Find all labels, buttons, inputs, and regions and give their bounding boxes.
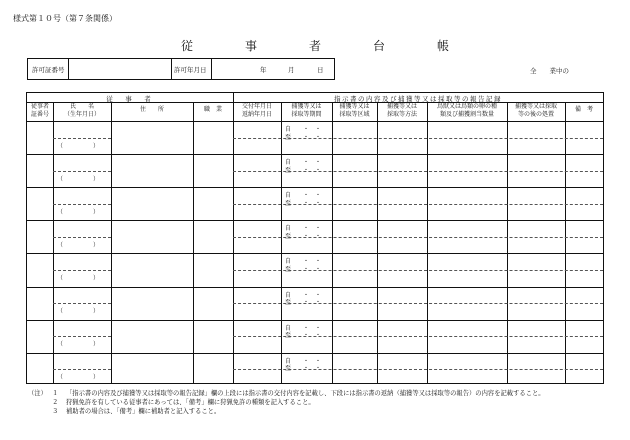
row-line [27,320,603,321]
period-date-field: 至 ・ ・ [285,133,322,141]
note-number: ２ [52,399,59,406]
period-date-field: 至 ・ ・ [285,299,322,307]
page-title: 従 事 者 台 帳 [180,39,469,53]
row-mid-dash [53,303,111,304]
birth-date-field: （ ） [57,374,100,382]
period-date-field: 自 ・ ・ [285,159,322,167]
column-line [507,102,508,383]
column-line [233,93,234,383]
birth-date-field: （ ） [57,142,100,150]
period-date-field: 自 ・ ・ [285,357,322,365]
row-mid-dash [53,138,111,139]
col-remarks: 備 考 [574,106,593,113]
note-text: 補助者の場合は、「備考」欄に補助者と記入すること。 [66,408,221,415]
column-line [281,102,282,383]
divider [171,59,172,79]
day-label: 日 [317,65,324,74]
column-line [565,102,566,383]
divider [211,59,212,79]
col-address: 住 所 [139,106,164,113]
group-header-records: 指示書の内容及び捕獲等又は採取等の報告記録 [334,95,502,103]
note-prefix: （注） [28,390,47,397]
birth-date-field: （ ） [57,241,100,249]
row-mid-dash [53,369,111,370]
row-line [27,253,603,254]
col-species-count: 鳥獣又は鳥類の卵の種 類及び捕獲割当数量 [436,103,497,118]
birth-date-field: （ ） [57,308,100,316]
period-date-field: 自 ・ ・ [285,324,322,332]
period-date-field: 自 ・ ・ [285,258,322,266]
column-line [111,102,112,383]
column-line [377,102,378,383]
row-line [27,220,603,221]
period-date-field: 至 ・ ・ [285,166,322,174]
note-number: １ [52,390,59,397]
period-date-field: 自 ・ ・ [285,192,322,200]
row-mid-dash [53,336,111,337]
permit-header-box [27,58,335,80]
row-line [27,187,603,188]
note-number: ３ [52,408,59,415]
row-mid-dash [53,204,111,205]
birth-date-field: （ ） [57,208,100,216]
column-line [53,102,54,383]
group-header-workers: 従 事 者 [106,95,154,103]
ledger-table [26,92,604,384]
form-number: 様式第１０号（第７条関係） [13,14,117,23]
birth-date-field: （ ） [57,274,100,282]
row-mid-dash [53,171,111,172]
year-label: 年 [260,65,267,74]
col-occupation: 職 業 [203,106,222,113]
status-text: 全 業中の [530,67,569,75]
col-cert-no: 従事者 証番号 [30,103,49,118]
col-name: 氏 名 （生年月日） [63,103,100,118]
row-line [27,287,603,288]
month-label: 月 [288,65,295,74]
period-date-field: 至 ・ ・ [285,332,322,340]
period-date-field: 至 ・ ・ [285,365,322,373]
birth-date-field: （ ） [57,341,100,349]
col-capture-area: 捕獲等又は 採取等区域 [339,103,370,118]
note-text: 狩猟免許を有している従事者にあっては、「備考」欄に狩猟免許の種類を記入すること。 [66,399,315,406]
row-mid-dash [53,270,111,271]
permit-date-label: 許可年月日 [174,65,207,74]
note-text: 「指示書の内容及び捕獲等又は採取等の報告記録」欄の上段には指示書の交付内容を記載し、下段には指示書の返納（捕獲等又は採取等の報告）の内容を記載すること。 [66,390,545,397]
header-bottom-line [27,121,603,122]
period-date-field: 自 ・ ・ [285,126,322,133]
row-line [27,154,603,155]
header-divider [27,102,603,103]
column-line [193,102,194,383]
row-mid-dash [53,237,111,238]
permit-number-field[interactable] [69,59,171,79]
birth-date-field: （ ） [57,175,100,183]
col-capture-period: 捕獲等又は 採取等期間 [291,103,322,118]
period-date-field: 自 ・ ・ [285,291,322,299]
period-date-field: 至 ・ ・ [285,199,322,207]
period-date-field: 至 ・ ・ [285,232,322,240]
col-capture-method: 捕獲等又は 採取等方法 [386,103,417,118]
col-disposal: 捕獲等又は採取 等の後の処置 [514,103,557,118]
period-date-field: 自 ・ ・ [285,225,322,233]
column-line [332,102,333,383]
column-line [427,102,428,383]
period-date-field: 至 ・ ・ [285,265,322,273]
row-line [27,353,603,354]
permit-number-label: 許可証番号 [32,65,65,74]
col-issue-date: 交付年月日 返納年月日 [241,103,272,118]
